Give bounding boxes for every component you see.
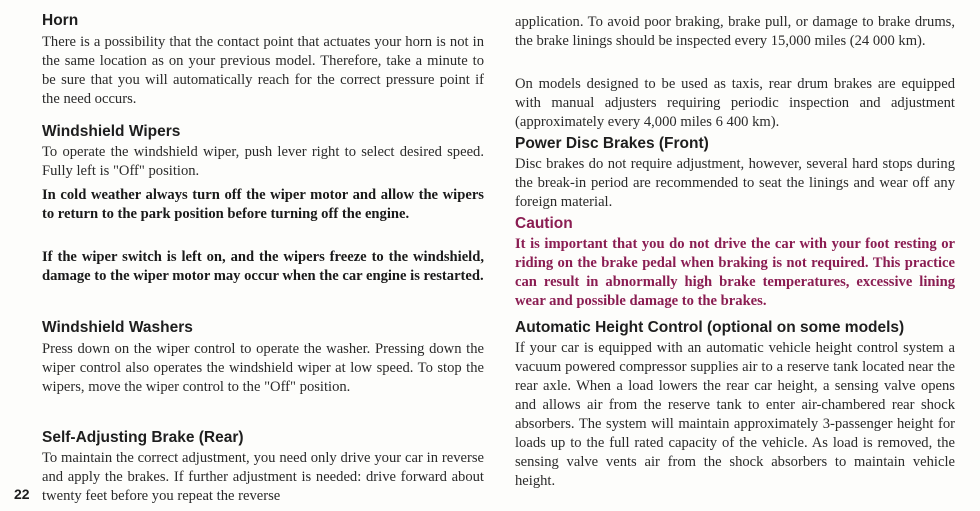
washers-text: Press down on the wiper control to operate the washer. Pressing down the wiper control also operates the windshield wiper at low speed. To stop the wipers, move the wiper control to the "Off" position. xyxy=(42,341,484,395)
horn-text: There is a possibility that the contact point that actuates your horn is not in the same location as on your previous model. Therefore, take a minute to be sure that you will automatically reach for the correct pressure point if the need occurs. xyxy=(42,34,484,107)
brake-text: To maintain the correct adjustment, you need only drive your car in reverse and apply the brakes. If further adjustment is needed: drive forward about twenty feet before you repeat the reverse xyxy=(42,450,484,504)
wipers-freeze-note: If the wiper switch is left on, and the wipers freeze to the windshield, damage to the wiper motor may occur when the car engine is restarted. xyxy=(42,249,484,284)
caution-text: It is important that you do not drive the car with your foot resting or riding on the brake pedal when braking is not required. This practice can result in abnormally high brake temperatures, excessive lining wear and possible damage to the brakes. xyxy=(515,236,955,309)
height-control-text: If your car is equipped with an automatic vehicle height control system a vacuum powered compressor supplies air to a reserve tank located near the rear axle. When a load lowers the rear car height, a sensing valve opens and allows air from the reserve tank to enter air-chambered rear shock absorbers. The system will maintain approximately 3-passenger height for loads up to the full rated capacity of the vehicle. As load is removed, the sensing valve vents air from the shock absorbers to maintain vehicle height. xyxy=(515,340,955,489)
wipers-cold-weather-note: In cold weather always turn off the wiper motor and allow the wipers to return to the park position before turning off the engine. xyxy=(42,187,484,222)
taxi-brakes-text: On models designed to be used as taxis, rear drum brakes are equipped with manual adjusters requiring periodic inspection and adjustment (approximately every 4,000 miles 6 400 km). xyxy=(515,76,955,130)
caution-heading: Caution xyxy=(515,215,573,232)
windshield-wipers-heading: Windshield Wipers xyxy=(42,123,181,140)
horn-heading: Horn xyxy=(42,12,79,29)
windshield-washers-heading: Windshield Washers xyxy=(42,319,193,336)
self-adjusting-brake-heading: Self-Adjusting Brake (Rear) xyxy=(42,429,244,446)
power-disc-brakes-heading: Power Disc Brakes (Front) xyxy=(515,135,709,152)
height-control-heading: Automatic Height Control (optional on some models) xyxy=(515,319,905,336)
wipers-text: To operate the windshield wiper, push lever right to select desired speed. Fully left is "Off" position. xyxy=(42,144,484,179)
page-number: 22 xyxy=(14,486,30,502)
brake-continued-text: application. To avoid poor braking, brake pull, or damage to brake drums, the brake linings should be inspected every 15,000 miles (24 000 km). xyxy=(515,14,955,49)
disc-brakes-text: Disc brakes do not require adjustment, however, several hard stops during the break-in period are recommended to seat the linings and wear off any foreign material. xyxy=(515,156,955,210)
